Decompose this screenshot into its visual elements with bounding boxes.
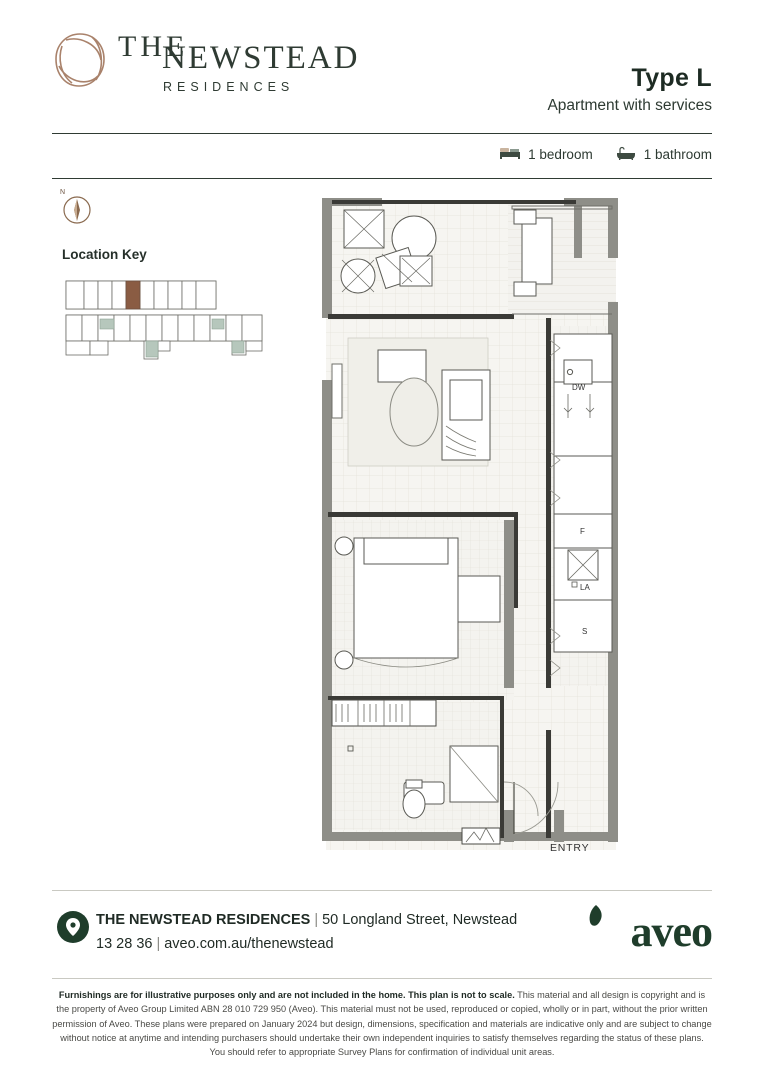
footer-address: 50 Longland Street, Newstead [322, 912, 518, 928]
compass-north-icon [56, 186, 98, 228]
location-key-title: Location Key [62, 247, 147, 262]
plan-type-block [547, 64, 712, 115]
bedroom-count-label: 1 bedroom [528, 147, 593, 162]
plan-type-title: Type L [631, 64, 712, 92]
beds-baths-summary [499, 146, 712, 163]
location-pin-icon [56, 910, 90, 944]
bathroom-count [615, 146, 712, 163]
footer-divider-bottom [52, 978, 712, 979]
appliance-label-s: S [582, 627, 588, 636]
entry-label: ENTRY [550, 842, 590, 854]
footer-separator-2: | [156, 936, 161, 952]
disclaimer-text [52, 988, 712, 1059]
footer-title-line [96, 912, 517, 928]
leaf-icon [586, 904, 606, 928]
appliance-label-dw: DW [572, 383, 586, 392]
svg-text:N: N [60, 189, 66, 196]
footer-phone[interactable]: 13 28 36 [96, 936, 153, 952]
bed-icon [499, 146, 521, 163]
floor-plan [318, 190, 648, 860]
location-key-map [62, 275, 267, 367]
knot-circle-logo-icon [52, 30, 108, 92]
logo-main-text: NEWSTEAD [162, 40, 360, 76]
header-divider-bottom [52, 178, 712, 179]
brand-logo [52, 26, 359, 94]
footer-contact-line [96, 936, 334, 952]
disclaimer-bold-lead: Furnishings are for illustrative purposes only and are not included in the home. This plan is not to scale. [58, 990, 515, 1000]
logo-sub-text: RESIDENCES [163, 80, 295, 95]
appliance-label-f: F [580, 527, 585, 536]
page-header [0, 0, 764, 162]
bathroom-count-label: 1 bathroom [643, 147, 712, 162]
footer-separator-1: | [314, 912, 319, 928]
bedroom-count [499, 146, 593, 163]
aveo-logo: aveo [630, 907, 712, 956]
footer-property-name: THE NEWSTEAD RESIDENCES [96, 912, 311, 928]
logo-the-text: THE [118, 30, 189, 63]
appliance-label-la: LA [580, 583, 590, 592]
plan-type-subtitle: Apartment with services [547, 97, 712, 114]
page-footer [52, 902, 712, 972]
footer-website[interactable]: aveo.com.au/thenewstead [164, 936, 334, 952]
header-divider-top [52, 133, 712, 134]
disclaimer-body: This material and all design is copyright and is the property of Aveo Group Limited ABN 28 010 729 950 (Aveo). This material must not be used, reproduced or copied, wholly or in part, without the prior written permission of Aveo. These plans were prepared on January 2024 but design, dimensions, specification and materials are indicative only and are subject to change without notice at anytime and intending purchasers should undertake their own independent inquiries to satisfy themselves regarding the status of these plans. You should refer to appropriate Survey Plans for confirmation of individual unit areas. [52, 990, 712, 1057]
footer-divider-top [52, 890, 712, 891]
bathtub-icon [615, 146, 637, 163]
